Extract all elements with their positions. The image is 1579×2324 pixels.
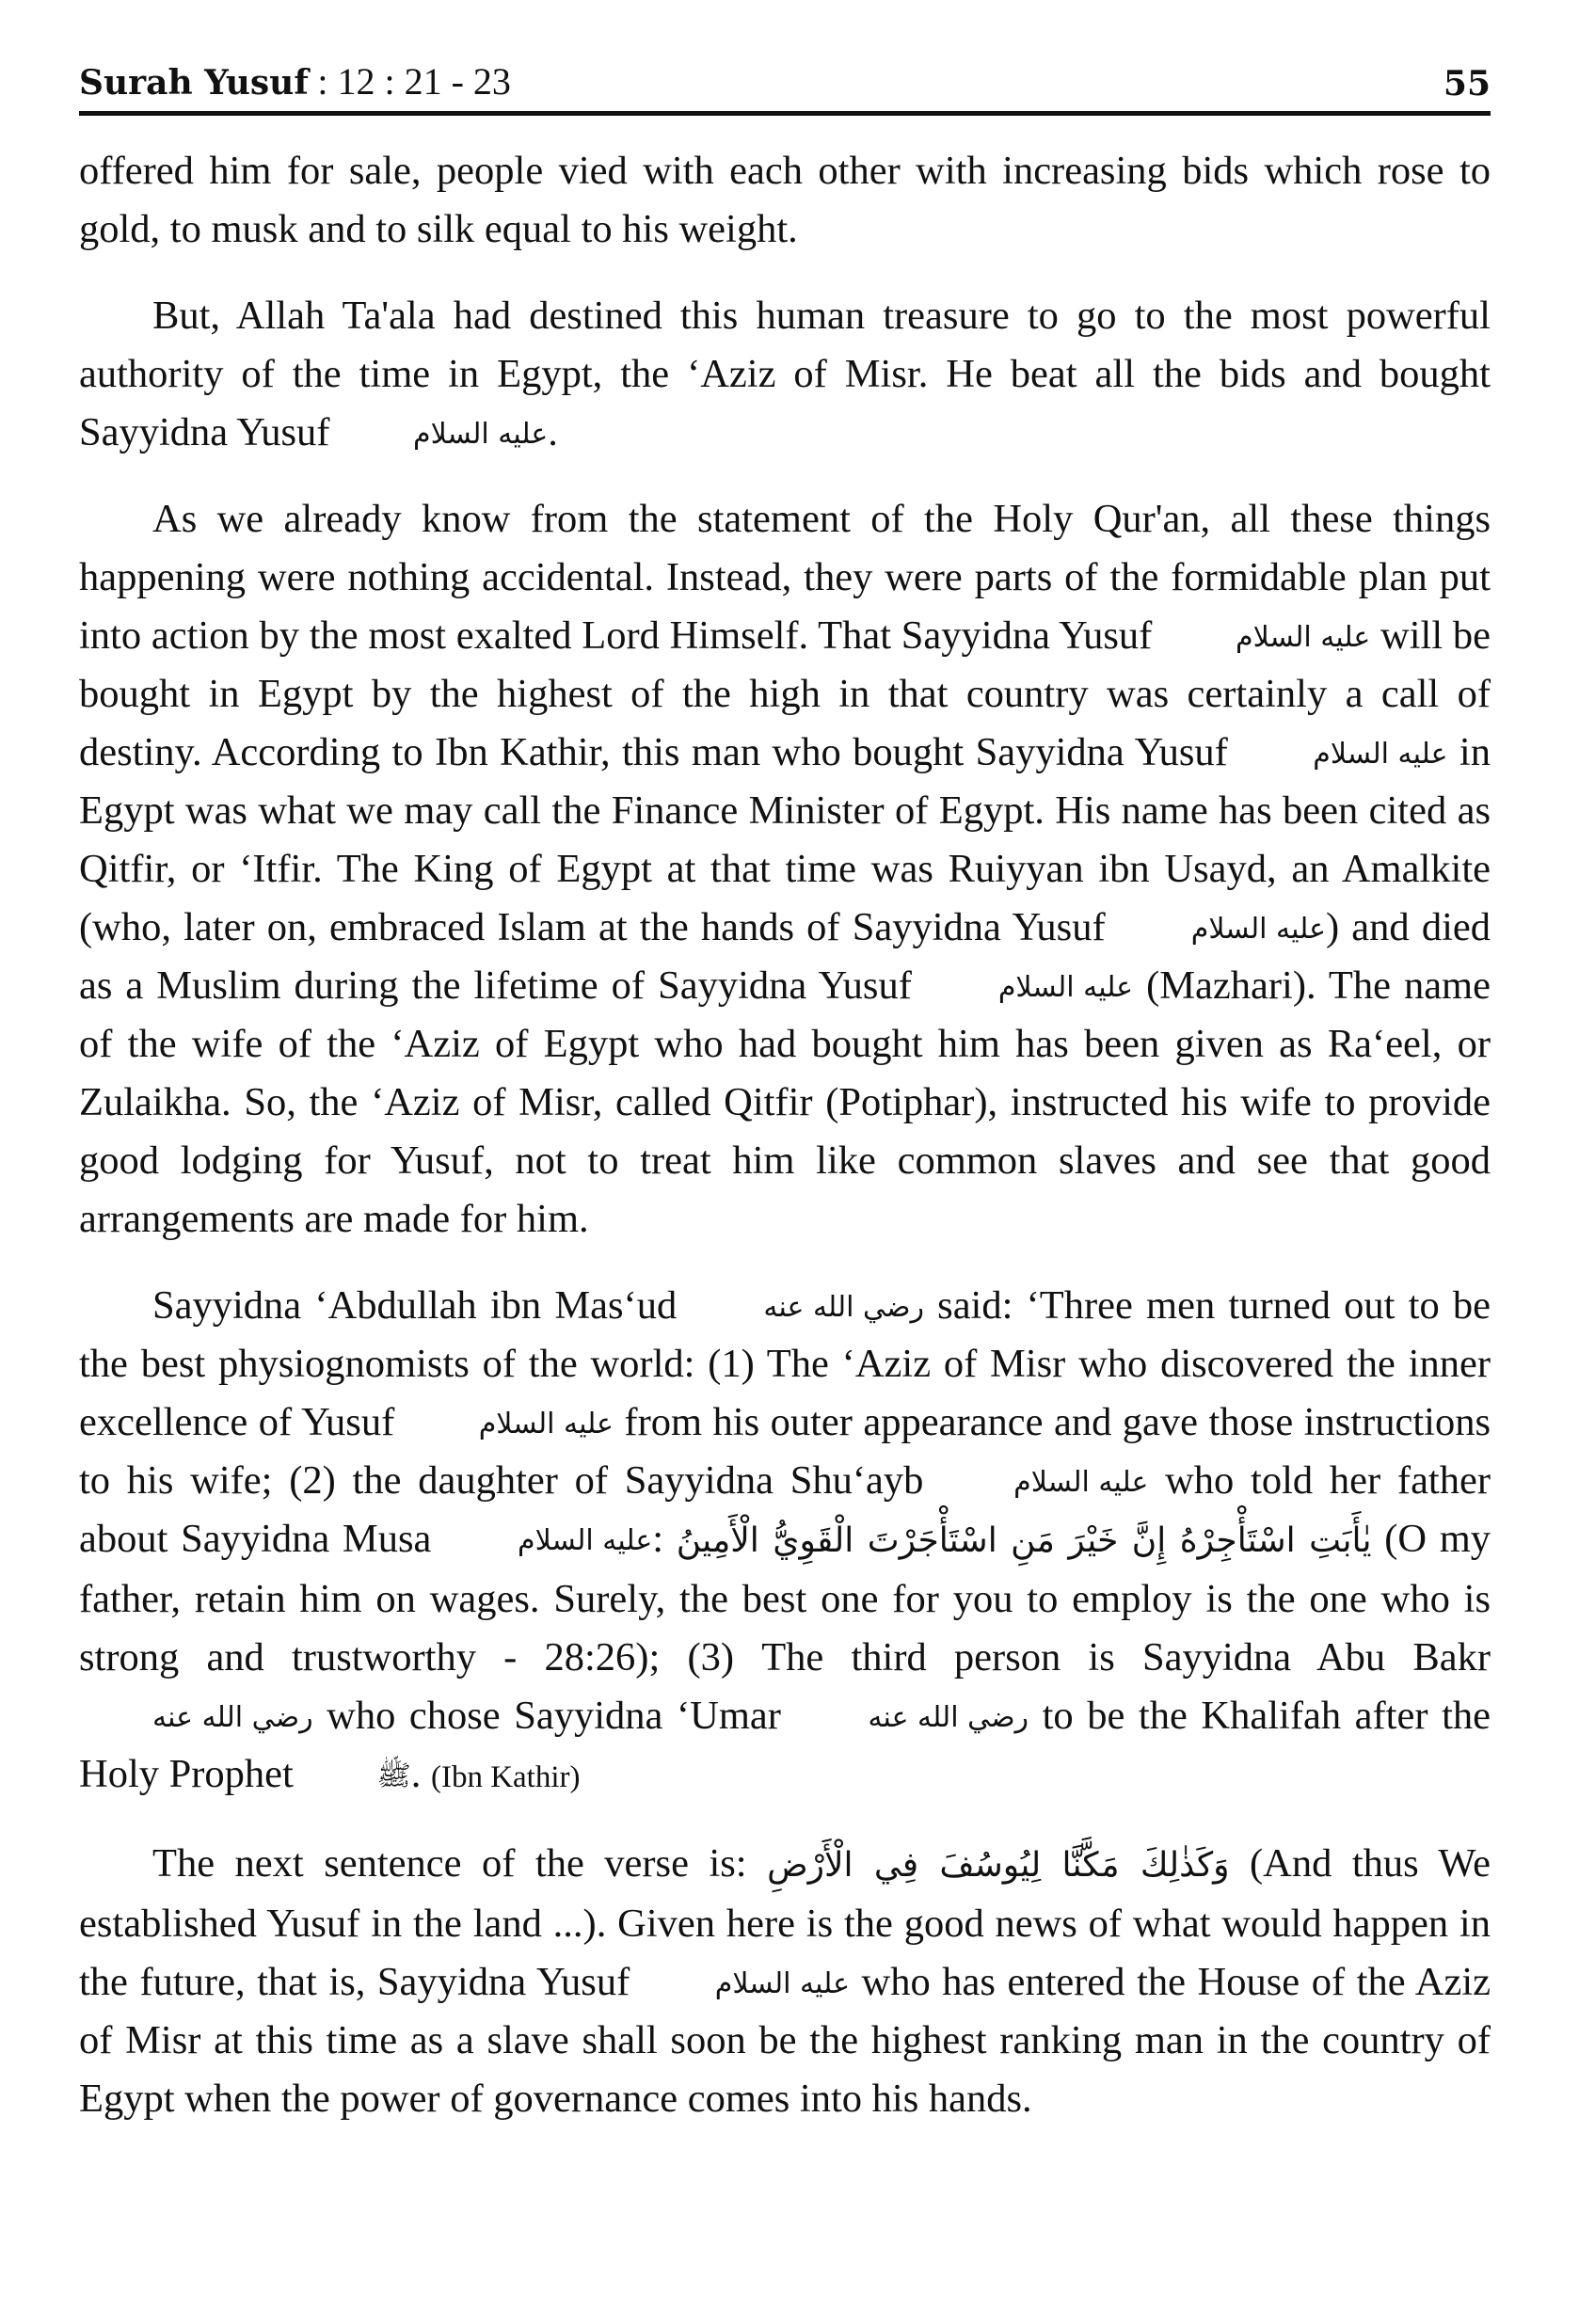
text-run: to be the Khalifah after the Holy Prophet — [79, 1694, 1491, 1796]
text-run: (Mazhari). The name of the wife of the ‘Aziz of Egypt who had bought him has been given as Ra‘eel, or Zulaikha. So, the ‘Aziz of Misr, called Qitfir (Potiphar), instructed his wife to provide good lodging for Yusuf, not to treat him like common slaves and see that good arrangements are made for him. — [79, 963, 1491, 1241]
paragraph — [79, 142, 1491, 259]
text-run: . — [410, 1752, 431, 1796]
honorific-glyph: عليه السلام — [1236, 621, 1371, 654]
honorific-glyph: عليه السلام — [997, 971, 1134, 1004]
text-run: The next sentence of the verse is: — [152, 1841, 768, 1886]
main-text — [79, 142, 1491, 2128]
honorific-glyph: رضي الله عنه — [868, 1701, 1029, 1734]
verse-range: : 12 : 21 - 23 — [317, 60, 511, 103]
paragraph — [79, 490, 1491, 1249]
arabic-quote: يٰأَبَتِ اسْتَأْجِرْهُ إِنَّ خَيْرَ مَنِ اسْتَأْجَرْتَ الْقَوِيُّ الْأَمِينُ — [676, 1521, 1372, 1560]
honorific-glyph: عليه السلام — [714, 1967, 850, 2000]
text-run: ) and died as a Muslim during the lifetime of Sayyidna Yusuf — [79, 905, 1491, 1008]
text-run: (O my father, retain him on wages. Surely, the best one for you to employ is the one who is strong and trustworthy - 28:26); (3) The third person is Sayyidna Abu Bakr — [79, 1517, 1491, 1679]
honorific-glyph: عليه السلام — [1313, 738, 1448, 771]
chapter-reference — [79, 59, 511, 103]
text-run: Sayyidna ‘Abdullah ibn Mas‘ud — [152, 1283, 691, 1328]
paragraph — [79, 1835, 1491, 2128]
text-run: in Egypt was what we may call the Finance Minister of Egypt. His name has been cited as Qitfir, or ‘Itfir. The King of Egypt at that time was Ruiyyan ibn Usayd, an Amalkite (who, later on, embraced Islam at the hands of Sayyidna Yusuf — [79, 730, 1491, 949]
text-run: said: ‘Three men turned out to be the best physiognomists of the world: (1) The ‘Aziz of Misr who discovered the inner excellence of Yusuf — [79, 1283, 1491, 1444]
paragraph — [79, 287, 1491, 462]
text-run: But, Allah Ta'ala had destined this human treasure to go to the most powerful authority of the time in Egypt, the ‘Aziz of Misr. He beat all the bids and bought Sayyidna Yusuf — [79, 294, 1491, 454]
honorific-glyph: عليه السلام — [1190, 913, 1326, 946]
paragraph — [79, 1277, 1491, 1807]
text-run: who has entered the House of the Aziz of Misr at this time as a slave shall soon be the highest ranking man in the country of Egypt when the power of governance comes into his hands. — [79, 1960, 1491, 2121]
text-run: . — [548, 410, 558, 454]
text-run: : — [652, 1517, 677, 1561]
text-run: As we already know from the statement of the Holy Qur'an, all these things happening were nothing accidental. Instead, they were parts of the formidable plan put into action by the most exalted Lord Himself. That Sayyidna Yusuf — [79, 497, 1491, 658]
honorific-glyph: عليه السلام — [518, 1524, 653, 1557]
honorific-glyph: رضي الله عنه — [152, 1701, 313, 1734]
honorific-glyph: ﷺ — [376, 1759, 411, 1792]
text-run: who told her father about Sayyidna Musa — [79, 1458, 1491, 1561]
text-run: will be bought in Egypt by the highest of the high in that country was certainly a call of destiny. According to Ibn Kathir, this man who bought Sayyidna Yusuf — [79, 613, 1491, 774]
arabic-quote: وَكَذٰلِكَ مَكَّنَّا لِيُوسُفَ فِي الْأَرْضِ — [767, 1846, 1230, 1885]
honorific-glyph: عليه السلام — [1013, 1466, 1149, 1499]
text-run: who chose Sayyidna ‘Umar — [312, 1694, 795, 1738]
honorific-glyph: عليه السلام — [413, 418, 549, 451]
text-run: offered him for sale, people vied with each other with increasing bids which rose to gold, to musk and to silk equal to his weight. — [79, 149, 1491, 251]
citation: (Ibn Kathir) — [430, 1760, 581, 1794]
honorific-glyph: رضي الله عنه — [763, 1291, 924, 1324]
surah-title: Surah Yusuf — [79, 63, 309, 103]
page-number: 55 — [1443, 64, 1491, 103]
honorific-glyph: عليه السلام — [478, 1408, 614, 1441]
running-header — [79, 38, 1491, 116]
book-page — [79, 38, 1491, 2128]
text-run: (And thus We established Yusuf in the land ...). Given here is the good news of what would happen in the future, that is, Sayyidna Yusuf — [79, 1841, 1491, 2004]
text-run: from his outer appearance and gave those instructions to his wife; (2) the daughter of Sayyidna Shu‘ayb — [79, 1400, 1491, 1503]
